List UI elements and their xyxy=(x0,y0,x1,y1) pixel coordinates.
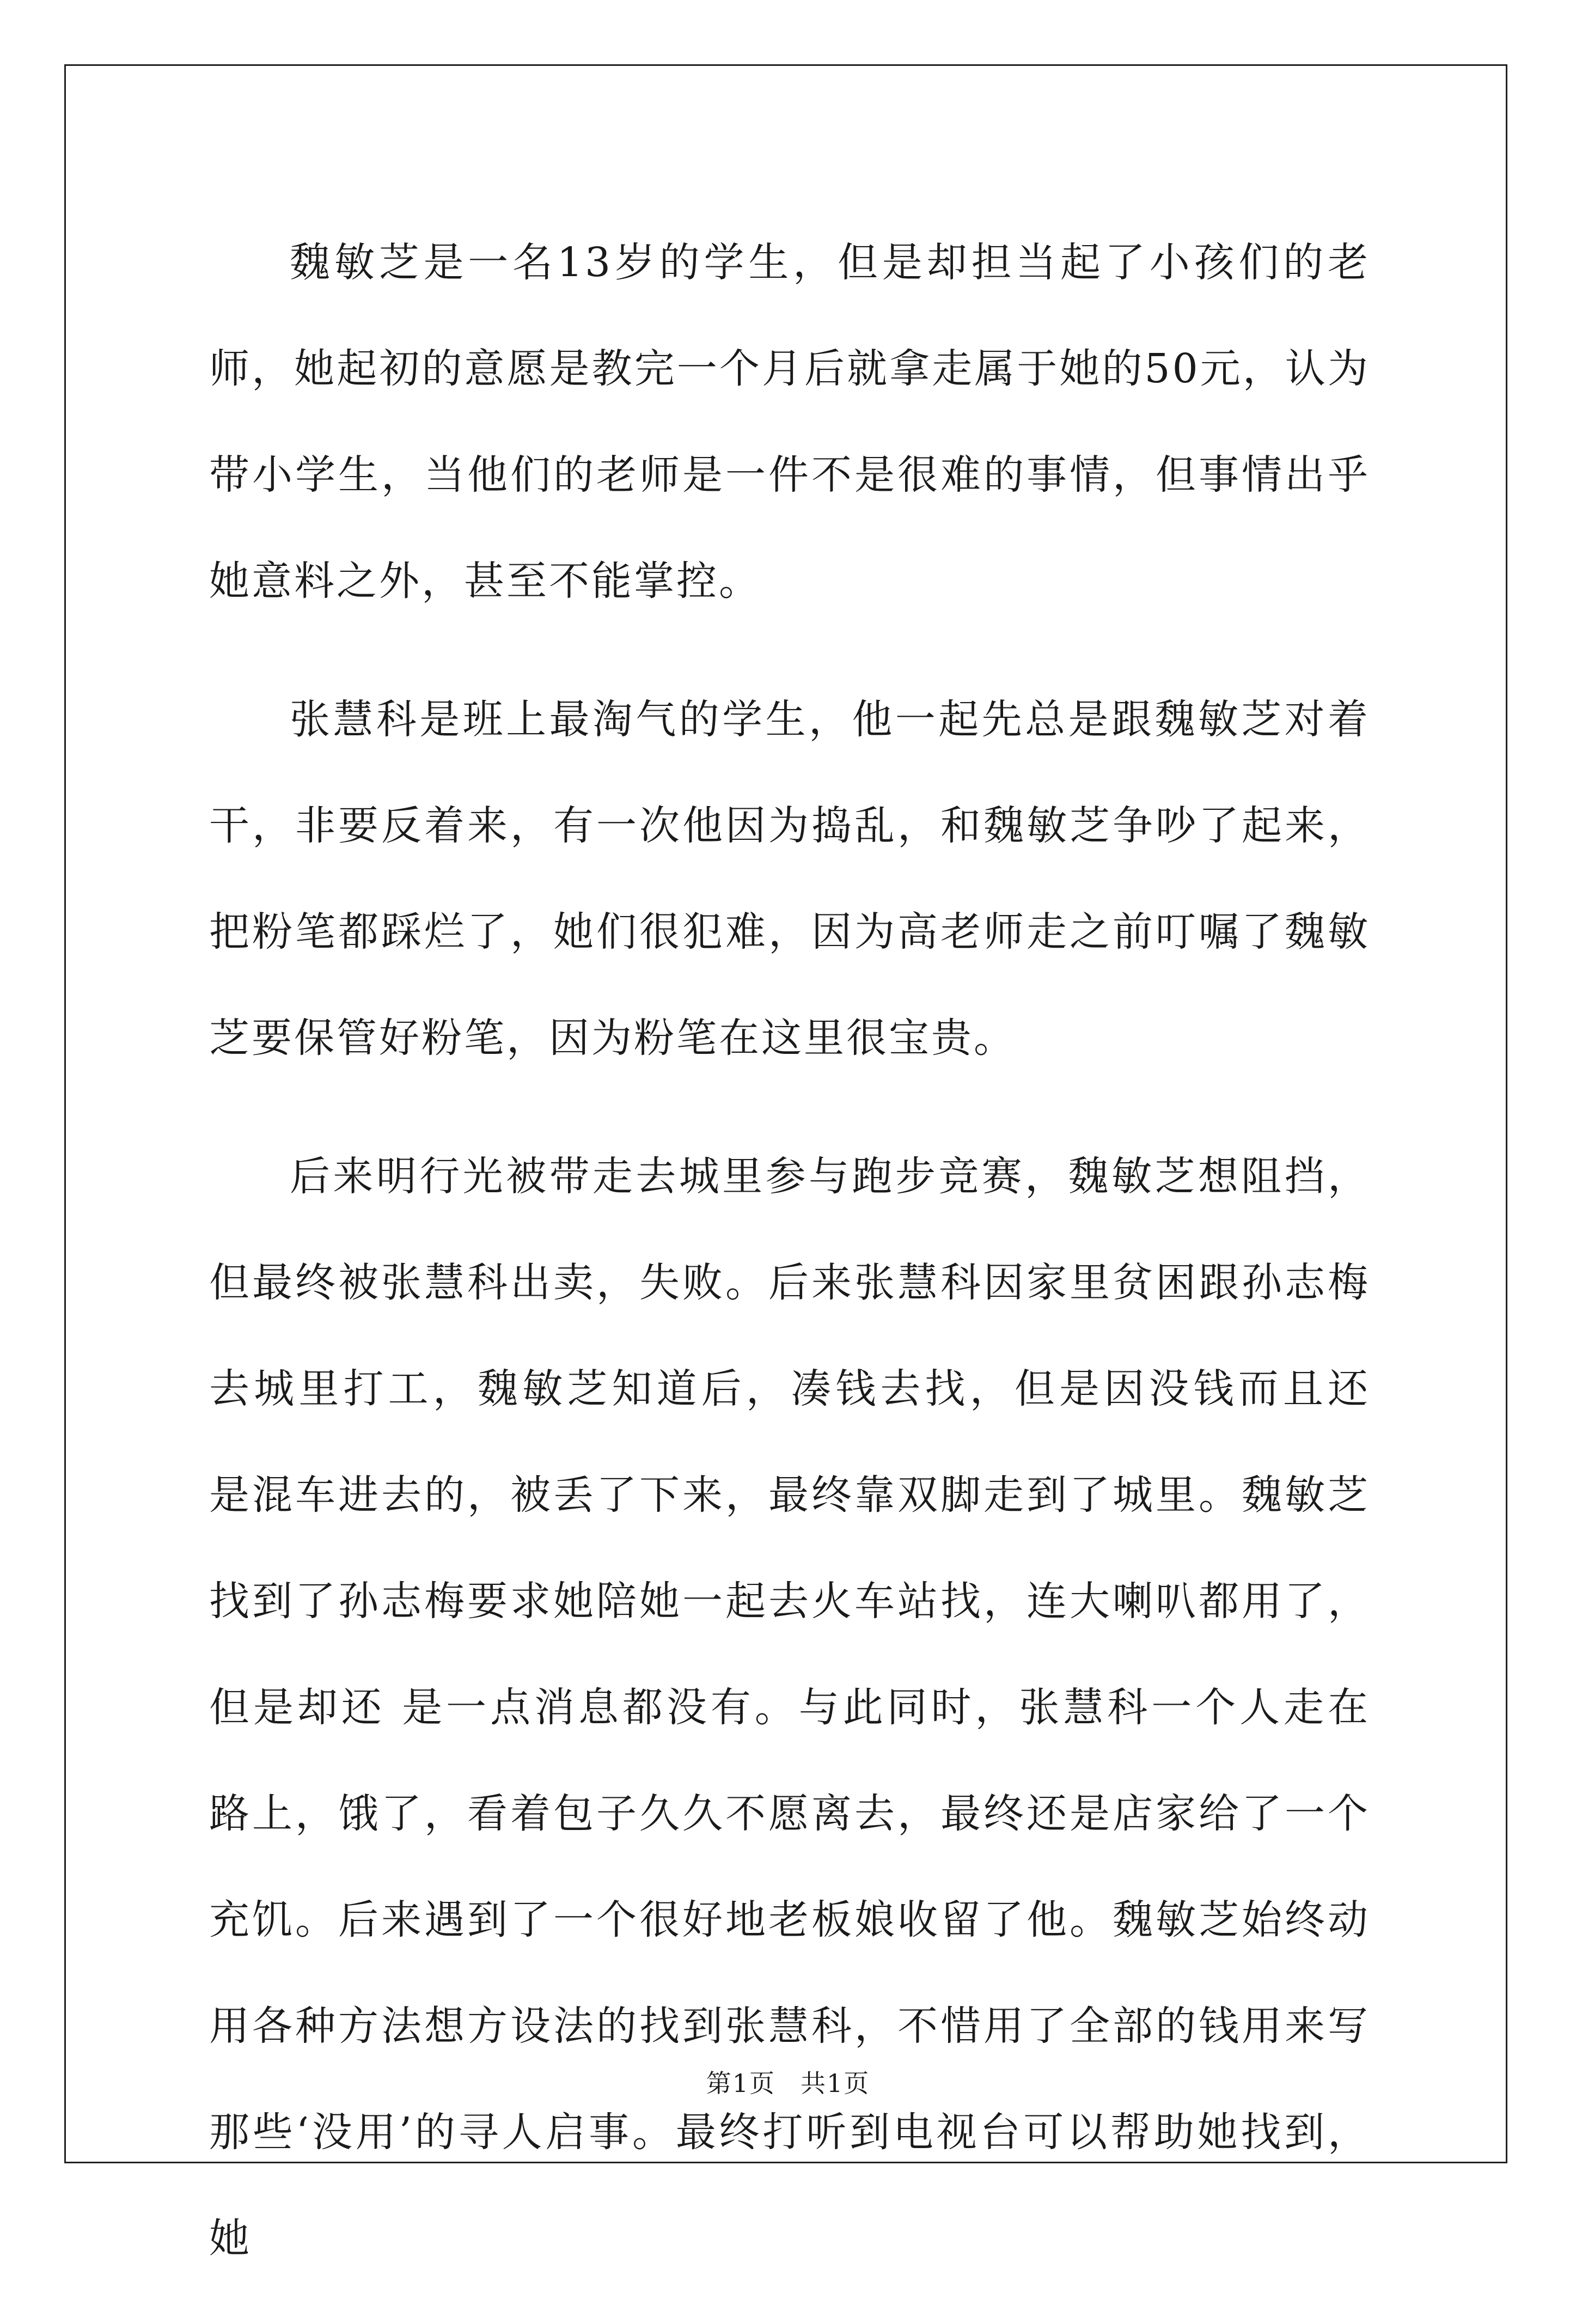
page-number: 第1页 xyxy=(706,2069,775,2098)
document-body xyxy=(209,210,1370,2324)
page-footer xyxy=(0,2067,1576,2100)
paragraph: 魏敏芝是一名13岁的学生，但是却担当起了小孩们的老师，她起初的意愿是教完一个月后就拿走属于她的50元，认为带小学生，当他们的老师是一件不是很难的事情，但事情出乎她意料之外，甚至不能掌控。 xyxy=(209,239,1370,605)
paragraph: 张慧科是班上最淘气的学生，他一起先总是跟魏敏芝对着干，非要反着来，有一次他因为捣乱，和魏敏芝争吵了起来，把粉笔都踩烂了，她们很犯难，因为高老师走之前叮嘱了魏敏芝要保管好粉笔，因为粉笔在这里很宝贵。 xyxy=(209,696,1370,1062)
paragraph: 后来明行光被带走去城里参与跑步竞赛，魏敏芝想阻挡，但最终被张慧科出卖，失败。后来张慧科因家里贫困跟孙志梅去城里打工，魏敏芝知道后，凑钱去找，但是因没钱而且还 是混车进去的，被丢了下来，最终靠双脚走到了城里。魏敏芝找到了孙志梅要求她陪她一起去火车站找，连大喇叭都用了，但是却还 是一点消息都没有。与此同时，张慧科一个人走在路上，饿了，看着包子久久不愿离去，最终还是店家给了一个充饥。后来遇到了一个很好地老板娘收留了他。魏敏芝始终动用各种方法想方设法的找到张慧科，不惜用了全部的钱用来写那些‘没用’的寻人启事。最终打听到电视台可以帮助她找到，她 xyxy=(209,1153,1370,2262)
page-total: 共1页 xyxy=(801,2069,870,2098)
